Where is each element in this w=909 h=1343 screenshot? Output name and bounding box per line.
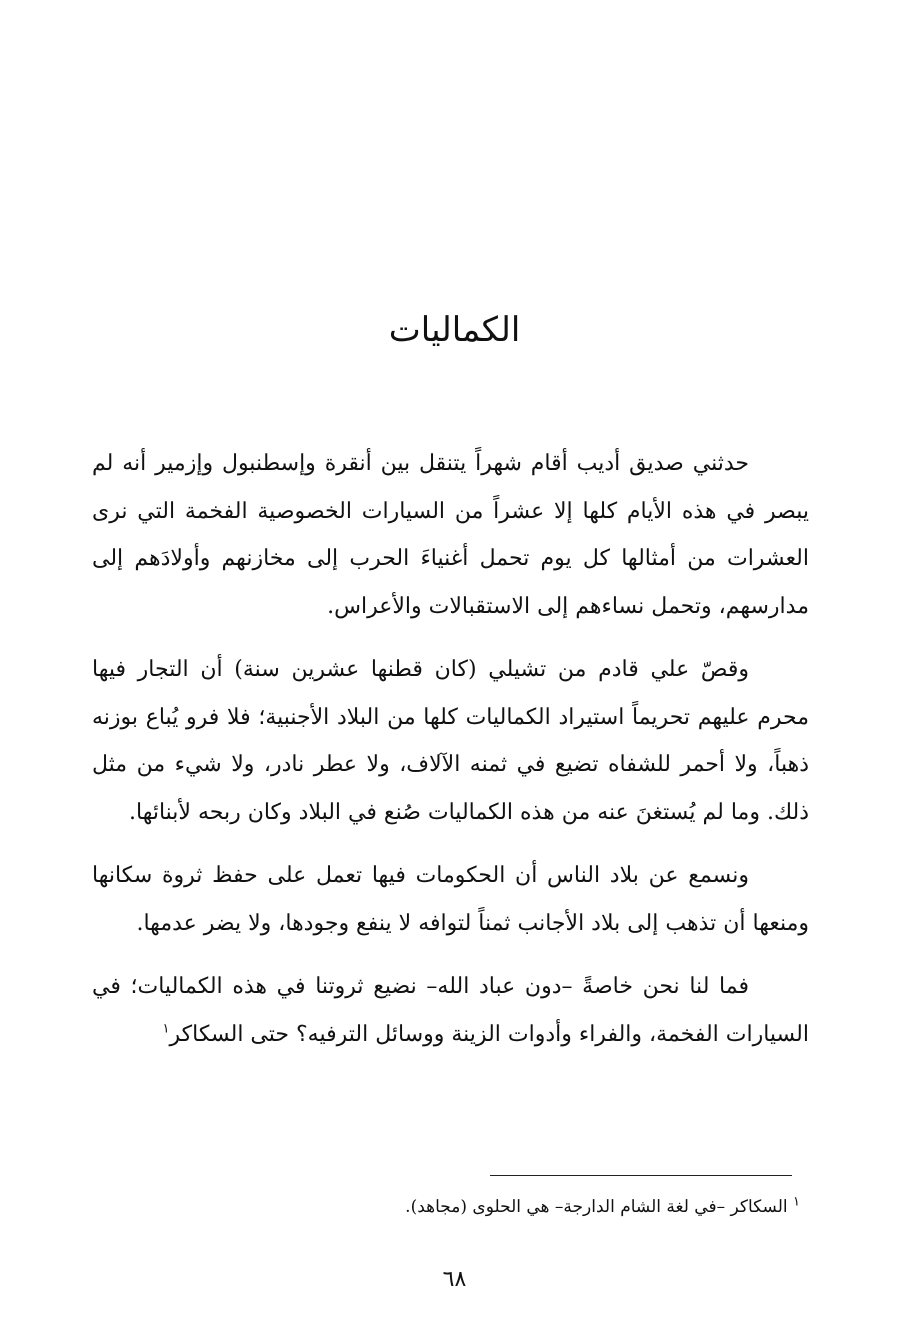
paragraph-4-text: فما لنا نحن خاصةً –دون عباد الله– نضيع ثروتنا في هذه الكماليات؛ في السيارات الفخمة، والفراء وأدوات الزينة ووسائل الترفيه؟ حتى السكاكر — [92, 974, 809, 1047]
footnote-divider — [490, 1175, 792, 1176]
page-number: ٦٨ — [442, 1267, 467, 1292]
footnote-reference[interactable]: ١ — [162, 1021, 170, 1037]
chapter-title: الكماليات — [388, 310, 521, 350]
footnote-text: السكاكر –في لغة الشام الدارجة– هي الحلوى (مجاهد). — [405, 1197, 788, 1217]
paragraph-2: وقصّ علي قادم من تشيلي (كان قطنها عشرين سنة) أن التجار فيها محرم عليهم تحريماً استيراد الكماليات كلها من البلاد الأجنبية؛ فلا فرو يُباع بوزنه ذهباً، ولا أحمر للشفاه تضيع في ثمنه الآلاف، ولا عطر نادر، ولا شيء من مثل ذلك. وما لم يُستغنَ عنه من هذه الكماليات صُنع في البلاد وكان ربحه لأبنائها. — [92, 657, 809, 825]
body-text — [92, 440, 809, 1074]
paragraph-4 — [92, 963, 809, 1058]
paragraph-1: حدثني صديق أديب أقام شهراً يتنقل بين أنقرة وإسطنبول وإزمير أنه لم يبصر في هذه الأيام كلها إلا عشراً من السيارات الخصوصية الفخمة التي نرى العشرات من أمثالها كل يوم تحمل أغنياءَ الحرب إلى مخازنهم وأولادَهم إلى مدارسهم، وتحمل نساءهم إلى الاستقبالات والأعراس. — [92, 451, 810, 619]
footnote — [200, 1190, 800, 1224]
footnote-marker: ١ — [793, 1194, 800, 1210]
paragraph-3: ونسمع عن بلاد الناس أن الحكومات فيها تعمل على حفظ ثروة سكانها ومنعها أن تذهب إلى بلاد الأجانب ثمناً لتوافه لا ينفع وجودها، ولا يضر عدمها. — [92, 863, 809, 936]
